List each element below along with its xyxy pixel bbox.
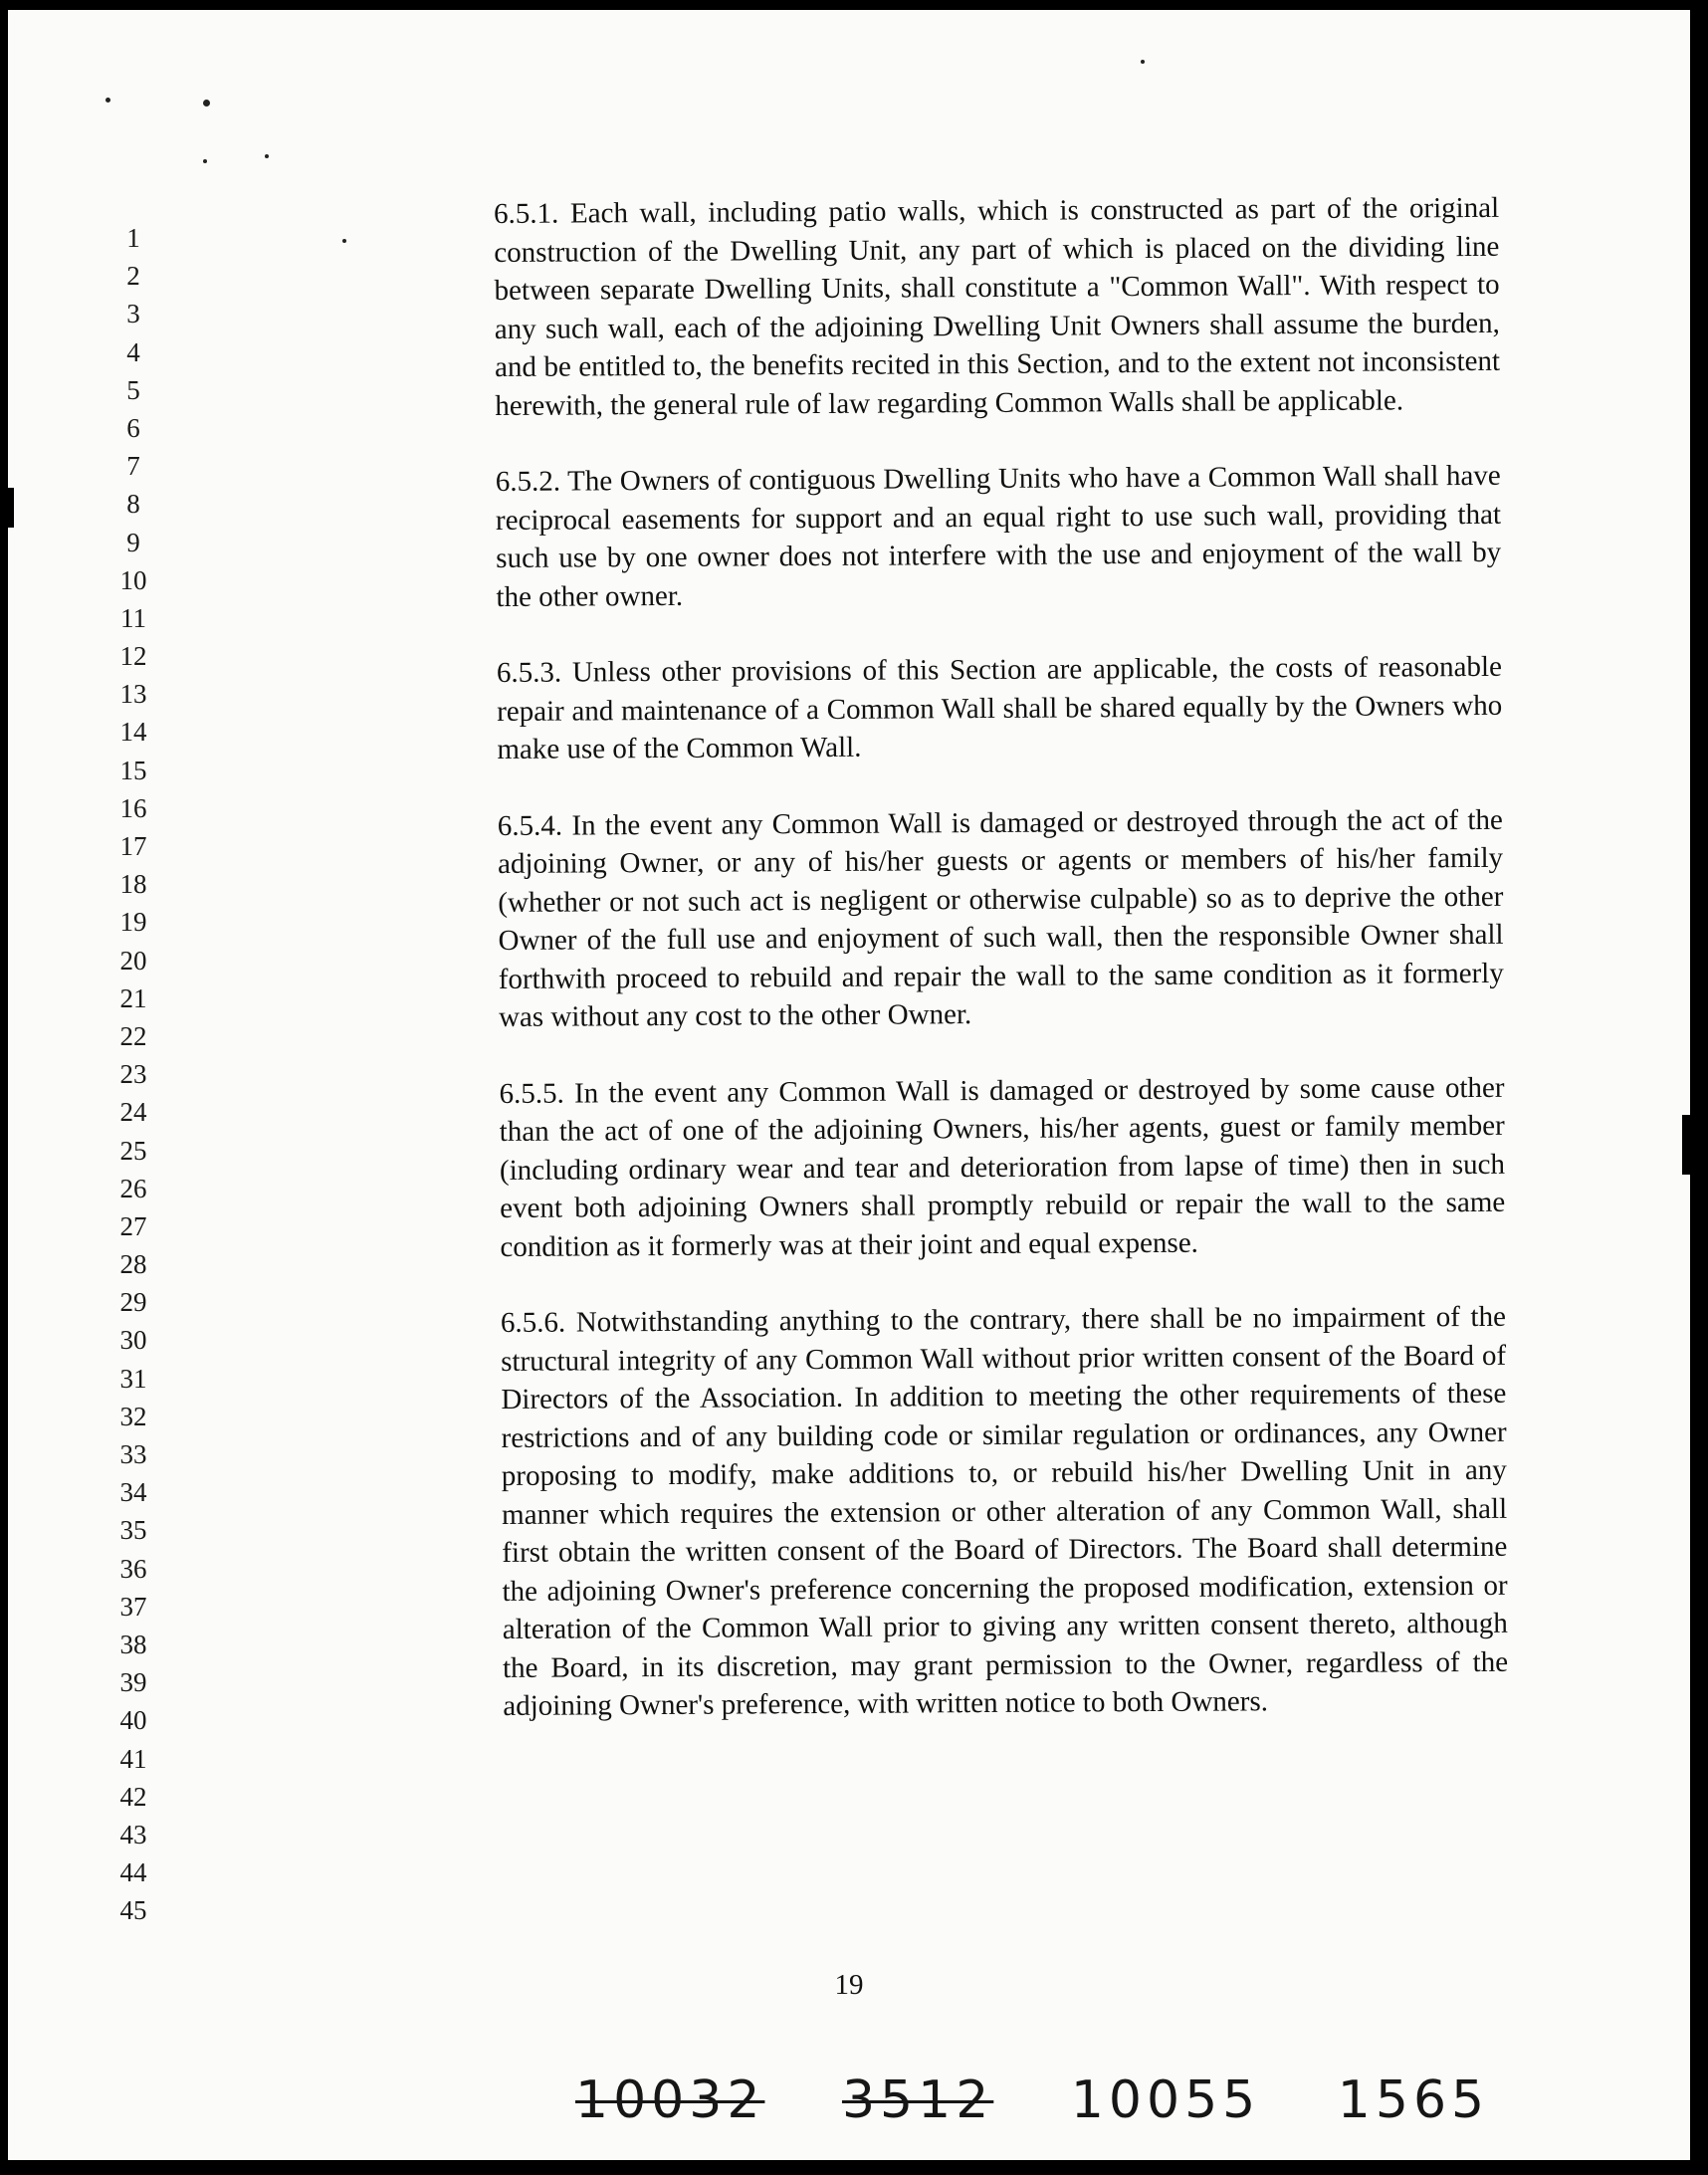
line-number: 11 (120, 602, 146, 633)
section-6-5-3: 6.5.3. Unless other provisions of this Section are applicable, the costs of reasonable repair and maintenance of a Common Wall shall be shared equally by the Owners who make use of the Common Wall. (496, 650, 1503, 765)
page-number: 19 (834, 1969, 864, 2001)
document-page (8, 10, 1690, 2160)
line-number: 5 (126, 374, 140, 405)
line-number: 27 (119, 1210, 147, 1241)
line-number: 13 (119, 679, 147, 710)
scan-edge-mark (8, 488, 14, 528)
scan-speck (106, 98, 110, 103)
line-number: 12 (119, 641, 147, 672)
line-number: 35 (119, 1515, 147, 1546)
document-body (494, 189, 1509, 1764)
line-number: 45 (119, 1895, 147, 1926)
line-number: 37 (119, 1591, 147, 1622)
scan-speck (203, 100, 210, 107)
current-id-first: 10055 (1070, 2070, 1261, 2130)
line-number: 14 (119, 717, 147, 748)
line-number: 4 (126, 336, 140, 367)
line-number: 7 (126, 451, 140, 482)
section-6-5-6: 6.5.6. Notwithstanding anything to the contrary, there shall be no impairment of the structural integrity of any Common Wall without prior written consent of the Board of Directors of the Association. In addition to meeting the other requirements of these restrictions and of any building code or similar regulation or ordinances, any Owner proposing to modify, make additions to, or rebuild his/her Dwelling Unit in any manner which requires the extension or other alteration of any Common Wall, shall first obtain the written consent of the Board of Directors. The Board shall determine the adjoining Owner's preference concerning the proposed modification, extension or alteration of the Common Wall prior to giving any written consent thereto, although the Board, in its discretion, may grant permission to the Owner, regardless of the adjoining Owner's preference, with written notice to both Owners. (500, 1300, 1509, 1722)
section-6-5-5: 6.5.5. In the event any Common Wall is damaged or destroyed by some cause other than the act of one of the adjoining Owners, his/her agents, guest or family member (including ordinary wear and tear and deterioration from lapse of time) then in such event both adjoining Owners shall promptly rebuild or repair the wall to the same condition as it formerly was at their joint and equal expense. (499, 1071, 1506, 1263)
scan-speck (203, 159, 207, 163)
line-number: 17 (119, 831, 147, 861)
line-number: 30 (119, 1325, 147, 1356)
line-number: 18 (119, 869, 147, 900)
section-6-5-1: 6.5.1. Each wall, including patio walls, which is constructed as part of the original construction of the Dwelling Unit, any part of which is placed on the dividing line between separate Dwelling Units, shall constitute a "Common Wall". With respect to any such wall, each of the adjoining Dwelling Unit Owners shall assume the burden, and be entitled to, the benefits recited in this Section, and to the extent not inconsistent herewith, the general rule of law regarding Common Walls shall be applicable. (494, 191, 1501, 422)
line-number: 6 (126, 412, 140, 443)
line-number: 34 (119, 1477, 147, 1508)
scan-speck (265, 154, 269, 158)
line-number: 32 (119, 1401, 147, 1431)
line-number: 8 (126, 489, 140, 520)
current-id-second: 1565 (1337, 2070, 1490, 2130)
line-number: 38 (119, 1629, 147, 1659)
line-number: 26 (119, 1173, 147, 1203)
line-number: 20 (119, 945, 147, 976)
line-number: 42 (119, 1781, 147, 1812)
line-number: 24 (119, 1097, 147, 1128)
line-number: 39 (119, 1667, 147, 1698)
line-number: 16 (119, 792, 147, 823)
line-number-column (104, 219, 163, 1929)
line-number: 22 (119, 1020, 147, 1051)
line-number: 23 (119, 1059, 147, 1090)
line-number: 41 (119, 1743, 147, 1774)
section-6-5-2: 6.5.2. The Owners of contiguous Dwelling Units who have a Common Wall shall have reciprocal easements for support and an equal right to use such wall, providing that such use by one owner does not interfere with the use and enjoyment of the wall by the other owner. (495, 459, 1502, 613)
line-number: 2 (126, 261, 140, 292)
line-number: 3 (126, 299, 140, 329)
line-number: 21 (119, 982, 147, 1013)
line-number: 10 (119, 564, 147, 595)
line-number: 15 (119, 755, 147, 785)
line-number: 9 (126, 527, 140, 557)
scan-speck (342, 239, 346, 243)
line-number: 44 (119, 1857, 147, 1888)
line-number: 40 (119, 1705, 147, 1736)
scan-edge-mark (1682, 1115, 1690, 1175)
scan-speck (1141, 60, 1145, 64)
line-number: 28 (119, 1249, 147, 1280)
line-number: 25 (119, 1135, 147, 1166)
struck-id-second: 3512 (841, 2070, 994, 2130)
line-number: 19 (119, 907, 147, 938)
document-id-stamp (575, 2070, 1545, 2130)
struck-id-first: 10032 (575, 2070, 765, 2130)
section-6-5-4: 6.5.4. In the event any Common Wall is damaged or destroyed through the act of the adjoining Owner, or any of his/her guests or agents or members of his/her family (whether or not such act is negligent or otherwise culpable) so as to deprive the other Owner of the full use and enjoyment of such wall, then the responsible Owner shall forthwith proceed to rebuild and repair the wall to the same condition as it formerly was without any cost to the other Owner. (497, 803, 1504, 1033)
line-number: 31 (119, 1363, 147, 1394)
line-number: 36 (119, 1553, 147, 1584)
line-number: 29 (119, 1287, 147, 1318)
line-number: 43 (119, 1819, 147, 1849)
line-number: 33 (119, 1439, 147, 1469)
line-number: 1 (126, 223, 140, 253)
